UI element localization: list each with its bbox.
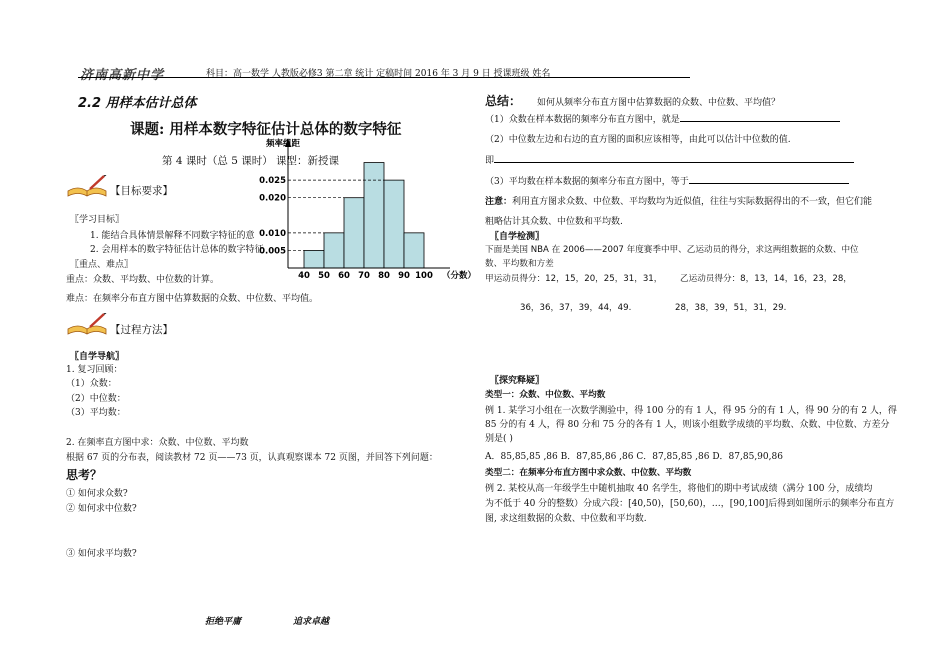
type-2: 类型二：在频率分布直方图中求众数、中位数、平均数 xyxy=(485,468,692,478)
options: A．85,85,85 ,86 B．87,85,86 ,86 C．87,85,85 ,86 D．87,85,90,86 xyxy=(485,452,783,462)
book-pen-icon xyxy=(66,175,108,197)
answer-blank[interactable] xyxy=(680,121,840,122)
question-median: （2）中位数： xyxy=(66,394,126,404)
think-2: ② 如何求中位数? xyxy=(66,504,137,514)
process-label: 【过程方法】 xyxy=(110,324,173,336)
header-info: 科目：高一数学 人教版必修3 第二章 统计 定稿时间 2016 年 3 月 9 日 授课班级 姓名 xyxy=(206,69,551,79)
histogram-bar xyxy=(344,198,364,268)
section-title: 2.2 用样本估计总体 xyxy=(78,96,197,111)
histogram-bar xyxy=(364,163,384,268)
summary-1: （1）众数在样本数据的频率分布直方图中，就是 xyxy=(485,112,840,125)
goals-label: 【目标要求】 xyxy=(110,185,173,197)
x-tick-label: 80 xyxy=(378,271,390,281)
example-1b: 85 分的有 4 人，得 80 分和 75 分的各有 1 人，则该小组数学成绩的平均数、众数、中位数、方差分 xyxy=(485,420,890,430)
key-heading: 〖重点、难点〗 xyxy=(70,260,134,270)
question-mode: （1）众数： xyxy=(66,379,117,389)
type-1: 类型一：众数、中位数、平均数 xyxy=(485,390,606,400)
question-mean: （3）平均数： xyxy=(66,408,126,418)
answer-blank[interactable] xyxy=(689,183,849,184)
summary-label: 总结： xyxy=(485,94,522,108)
x-tick-label: 100 xyxy=(415,271,433,281)
header-rule xyxy=(78,77,690,78)
x-tick-label: 70 xyxy=(358,271,370,281)
explore-heading: 〖探究释疑〗 xyxy=(490,376,545,386)
x-tick-label: 50 xyxy=(318,271,330,281)
x-tick-label: 90 xyxy=(398,271,410,281)
histogram-bar xyxy=(304,250,324,268)
review: 1. 复习回顾： xyxy=(66,365,123,375)
note-1: 注意：利用直方图求众数、中位数、平均数均为近似值，往往与实际数据得出的不一致，但它们能 xyxy=(485,197,873,207)
lesson-title: 课题: 用样本数字特征估计总体的数字特征 xyxy=(130,121,402,138)
y-tick-label: 0.010 xyxy=(259,228,286,239)
y-tick-label: 0.005 xyxy=(259,246,286,257)
example-1a: 例 1. 某学习小组在一次数学测验中，得 100 分的有 1 人，得 95 分的有 1 人，得 90 分的有 2 人，得 xyxy=(485,406,897,416)
scores-a-row1: 甲运动员得分：12，15，20，25，31，31， xyxy=(485,274,663,284)
goal-1: 1. 能结合具体情景解释不同数字特征的意 xyxy=(90,231,255,241)
summary-2b: 即 xyxy=(485,153,854,166)
histogram-bar xyxy=(384,180,404,268)
example-2b: 为不低于 40 分的整数）分成六段：[40,50)，[50,60)，…，[90,100]后得到如图所示的频率分布直方 xyxy=(485,499,895,509)
y-axis-label: 频率组距 xyxy=(266,139,301,149)
motto-1: 拒绝平庸 xyxy=(205,617,242,627)
learning-goals-heading: 〖学习目标〗 xyxy=(70,215,125,225)
x-axis-label: （分数） xyxy=(442,271,477,281)
goal-2: 2. 会用样本的数字特征估计总体的数字特征 xyxy=(90,245,264,255)
school-logo: 济南高新中学 xyxy=(80,68,165,83)
histogram-bar xyxy=(404,233,424,268)
think-heading: 思考？ xyxy=(66,468,103,482)
summary-question: 如何从频率分布直方图中估算数据的众数、中位数、平均值？ xyxy=(537,98,781,108)
key-points: 重点：众数、平均数、中位数的计算。 xyxy=(66,275,220,285)
book-pen-icon xyxy=(66,313,108,335)
think-3: ③ 如何求平均数? xyxy=(66,549,137,559)
question-2: 2. 在频率直方图中求：众数、中位数、平均数 xyxy=(66,438,249,448)
note-2: 粗略估计其众数、中位数和平均数. xyxy=(485,217,623,227)
example-2c: 图, 求这组数据的众数、中位数和平均数. xyxy=(485,514,647,524)
check-heading: 〖自学检测〗 xyxy=(490,232,545,242)
summary-3: （3）平均数在样本数据的频率分布直方图中，等于 xyxy=(485,174,849,187)
y-tick-label: 0.025 xyxy=(259,176,286,187)
lesson-period: 第 4 课时（总 5 课时） 课型：新授课 xyxy=(162,155,340,167)
check-2: 数、平均数和方差 xyxy=(485,259,554,269)
frequency-histogram xyxy=(240,132,490,282)
scores-b-row1: 乙运动员得分：8，13，14，16，23，28， xyxy=(680,274,852,284)
guide-heading: 〖自学导航〗 xyxy=(70,352,125,362)
think-1: ① 如何求众数? xyxy=(66,489,128,499)
summary-2: （2）中位数左边和右边的直方图的面积应该相等，由此可以估计中位数的值. xyxy=(485,135,791,145)
difficulty: 难点：在频率分布直方图中估算数据的众数、中位数、平均值。 xyxy=(66,294,319,304)
y-tick-label: 0.020 xyxy=(259,193,286,204)
histogram-bar xyxy=(324,233,344,268)
question-2-desc: 根据 67 页的分布表，阅读教材 72 页——73 页，认真观察课本 72 页图，并回答下列问题： xyxy=(66,453,438,463)
scores-b-row2: 28，38，39，51，31，29. xyxy=(675,303,787,313)
motto-2: 追求卓越 xyxy=(293,617,330,627)
example-2a: 例 2. 某校从高一年级学生中随机抽取 40 名学生，将他们的期中考试成绩（满分 100 分，成绩均 xyxy=(485,484,873,494)
example-1c: 别是( ) xyxy=(485,434,513,444)
answer-blank[interactable] xyxy=(494,162,854,163)
check-1: 下面是美国 NBA 在 2006——2007 年度赛季中甲、乙运动员的得分，求这两组数据的众数、中位 xyxy=(485,245,859,255)
x-tick-label: 60 xyxy=(338,271,350,281)
x-tick-label: 40 xyxy=(298,271,310,281)
scores-a-row2: 36，36，37，39，44，49. xyxy=(520,303,632,313)
